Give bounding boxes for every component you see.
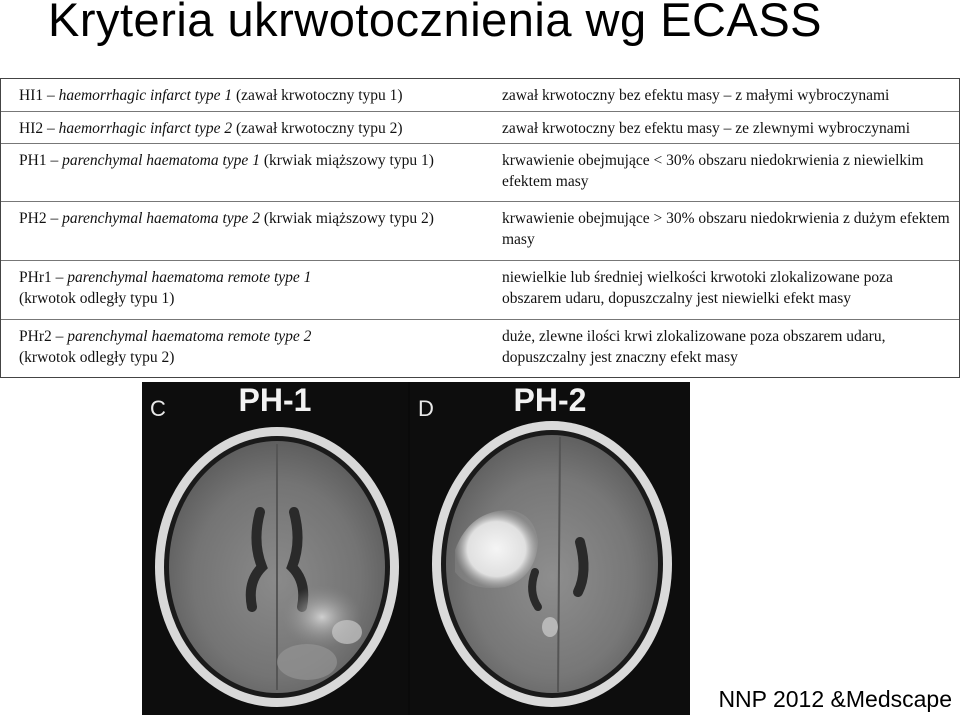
slide-title: Kryteria ukrwotocznienia wg ECASS — [48, 0, 823, 46]
table-row — [1, 143, 959, 201]
table-cell-description: krwawienie obejmujące < 30% obszaru niedokrwienia z niewielkim efektem masy — [488, 143, 959, 201]
term-polish: (krwotok odległy typu 1) — [19, 289, 175, 307]
ct-scan-panel-ph2 — [410, 382, 690, 715]
table-row — [1, 260, 959, 319]
table-cell-term: PH2 – parenchymal haematoma type 2 (krwiak miąższowy typu 2) — [1, 202, 488, 260]
table-row — [1, 202, 959, 260]
ct-scan-image-ph1 — [142, 382, 408, 715]
table-row — [1, 79, 959, 111]
term-polish: (krwotok odległy typu 2) — [19, 349, 175, 367]
table-cell-description: zawał krwotoczny bez efektu masy – z małymi wybroczynami — [488, 79, 959, 111]
term-abbr: HI2 — [19, 119, 44, 137]
panel-label: PH-1 — [238, 382, 312, 418]
table-cell-description: krwawienie obejmujące > 30% obszaru niedokrwienia z dużym efektem masy — [488, 202, 959, 260]
term-abbr: PH1 — [19, 151, 47, 169]
term-polish: (zawał krwotoczny typu 2) — [235, 119, 403, 137]
term-english: parenchymal haematoma type 1 — [62, 151, 260, 169]
term-english: parenchymal haematoma type 2 — [62, 210, 260, 228]
panel-letter: C — [150, 396, 166, 421]
table-cell-term: HI2 – haemorrhagic infarct type 2 (zawał krwotoczny typu 2) — [1, 111, 488, 143]
ct-scan-figure — [142, 382, 690, 715]
table-cell-term: PH1 – parenchymal haematoma type 1 (krwiak miąższowy typu 1) — [1, 143, 488, 201]
table-cell-description: niewielkie lub średniej wielkości krwotoki zlokalizowane poza obszarem udaru, dopuszczalny jest niewielki efekt masy — [488, 260, 959, 319]
term-abbr: PH2 — [19, 210, 47, 228]
table-cell-term: HI1 – haemorrhagic infarct type 1 (zawał krwotoczny typu 1) — [1, 79, 488, 111]
term-english: parenchymal haematoma remote type 2 — [67, 328, 312, 346]
term-polish: (krwiak miąższowy typu 1) — [263, 151, 434, 169]
term-abbr: PHr2 — [19, 328, 52, 346]
table-row — [1, 320, 959, 377]
term-abbr: PHr1 — [19, 268, 52, 286]
term-english: haemorrhagic infarct type 2 — [58, 119, 233, 137]
table-row — [1, 111, 959, 143]
term-english: parenchymal haematoma remote type 1 — [67, 268, 312, 286]
table-cell-term: PHr1 – parenchymal haematoma remote type 1 (krwotok odległy typu 1) — [1, 260, 488, 319]
term-polish: (zawał krwotoczny typu 1) — [235, 87, 403, 104]
table-cell-description: duże, zlewne ilości krwi zlokalizowane poza obszarem udaru, dopuszczalny jest znaczny efekt masy — [502, 328, 886, 367]
ecass-criteria-table — [0, 78, 960, 378]
table-cell-description: zawał krwotoczny bez efektu masy – ze zlewnymi wybroczynami — [488, 111, 959, 143]
panel-letter: D — [418, 396, 434, 421]
term-abbr: HI1 — [19, 87, 44, 104]
term-english: haemorrhagic infarct type 1 — [58, 87, 233, 104]
table-cell-term: PHr2 – parenchymal haematoma remote type 2 (krwotok odległy typu 2) — [19, 328, 312, 367]
term-polish: (krwiak miąższowy typu 2) — [263, 210, 434, 228]
panel-label: PH-2 — [513, 382, 587, 418]
source-credit: NNP 2012 &Medscape — [718, 686, 952, 712]
ct-scan-panel-ph1 — [142, 382, 408, 715]
ct-scan-image-ph2 — [410, 382, 690, 715]
